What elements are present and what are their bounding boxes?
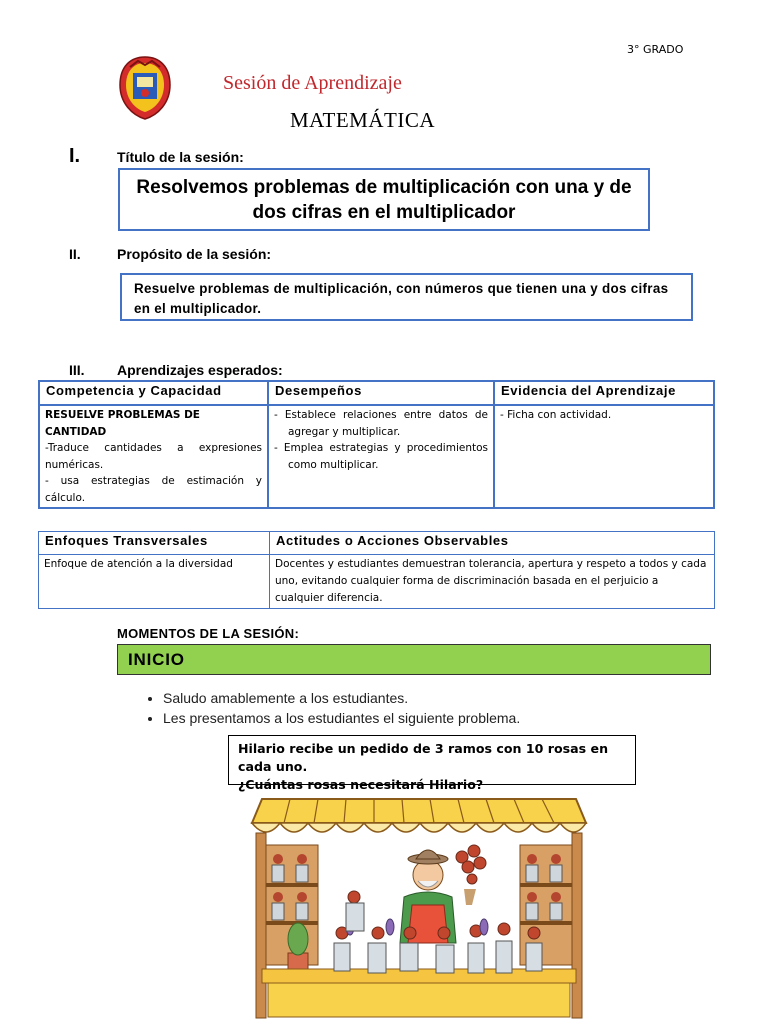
section-2-number: II. xyxy=(69,246,81,262)
table-header: Evidencia del Aprendizaje xyxy=(494,381,714,405)
desempeno-item: - Emplea estrategias y procedimientos como multiplicar. xyxy=(274,442,488,471)
competencia-cell xyxy=(39,405,268,508)
problem-line: Hilario recibe un pedido de 3 ramos con 10 rosas en cada uno. xyxy=(238,741,609,774)
enfoque-cell: Enfoque de atención a la diversidad xyxy=(39,555,270,609)
table-header: Actitudes o Acciones Observables xyxy=(270,532,715,555)
section-1-label: Título de la sesión: xyxy=(117,149,244,165)
momentos-label: MOMENTOS DE LA SESIÓN: xyxy=(117,626,300,641)
problem-box xyxy=(228,735,636,792)
learning-table xyxy=(38,380,715,509)
grade-label: 3° GRADO xyxy=(627,43,684,56)
section-1-number: I. xyxy=(69,145,81,167)
section-3-label: Aprendizajes esperados: xyxy=(117,362,283,378)
subject-title: MATEMÁTICA xyxy=(290,108,435,132)
purpose-box: Resuelve problemas de multiplicación, con números que tienen una y dos cifras en el multiplicador. xyxy=(120,273,693,321)
competencia-item: - usa estrategias de estimación y cálculo. xyxy=(45,475,262,504)
competencia-item: -Traduce cantidades a expresiones numéricas. xyxy=(45,442,262,471)
enfoques-table xyxy=(38,531,715,609)
list-item: • Les presentamos a los estudiantes el siguiente problema. xyxy=(163,708,520,728)
competencia-title: RESUELVE PROBLEMAS DE CANTIDAD xyxy=(45,409,200,438)
actitudes-cell: Docentes y estudiantes demuestran tolerancia, apertura y respeto a todos y cada uno, evitando cualquier forma de discriminación basada en el perjuicio a cualquier diferencia. xyxy=(270,555,715,609)
inicio-list xyxy=(137,688,520,728)
flower-stall-illustration xyxy=(250,793,588,1024)
table-header: Enfoques Transversales xyxy=(39,532,270,555)
evidencia-cell: - Ficha con actividad. xyxy=(494,405,714,508)
section-2-label: Propósito de la sesión: xyxy=(117,246,272,262)
page-title: Sesión de Aprendizaje xyxy=(223,72,402,94)
section-3-number: III. xyxy=(69,362,85,378)
school-crest-logo xyxy=(118,55,172,121)
session-title-box: Resolvemos problemas de multiplicación con una y de dos cifras en el multiplicador xyxy=(118,168,650,231)
table-header: Competencia y Capacidad xyxy=(39,381,268,405)
desempeno-item: - Establece relaciones entre datos de agregar y multiplicar. xyxy=(274,409,488,438)
table-header: Desempeños xyxy=(268,381,494,405)
desempenos-cell xyxy=(268,405,494,508)
list-item: • Saludo amablemente a los estudiantes. xyxy=(163,688,520,708)
problem-line: ¿Cuántas rosas necesitará Hilario? xyxy=(238,777,484,792)
inicio-banner: INICIO xyxy=(117,644,711,675)
